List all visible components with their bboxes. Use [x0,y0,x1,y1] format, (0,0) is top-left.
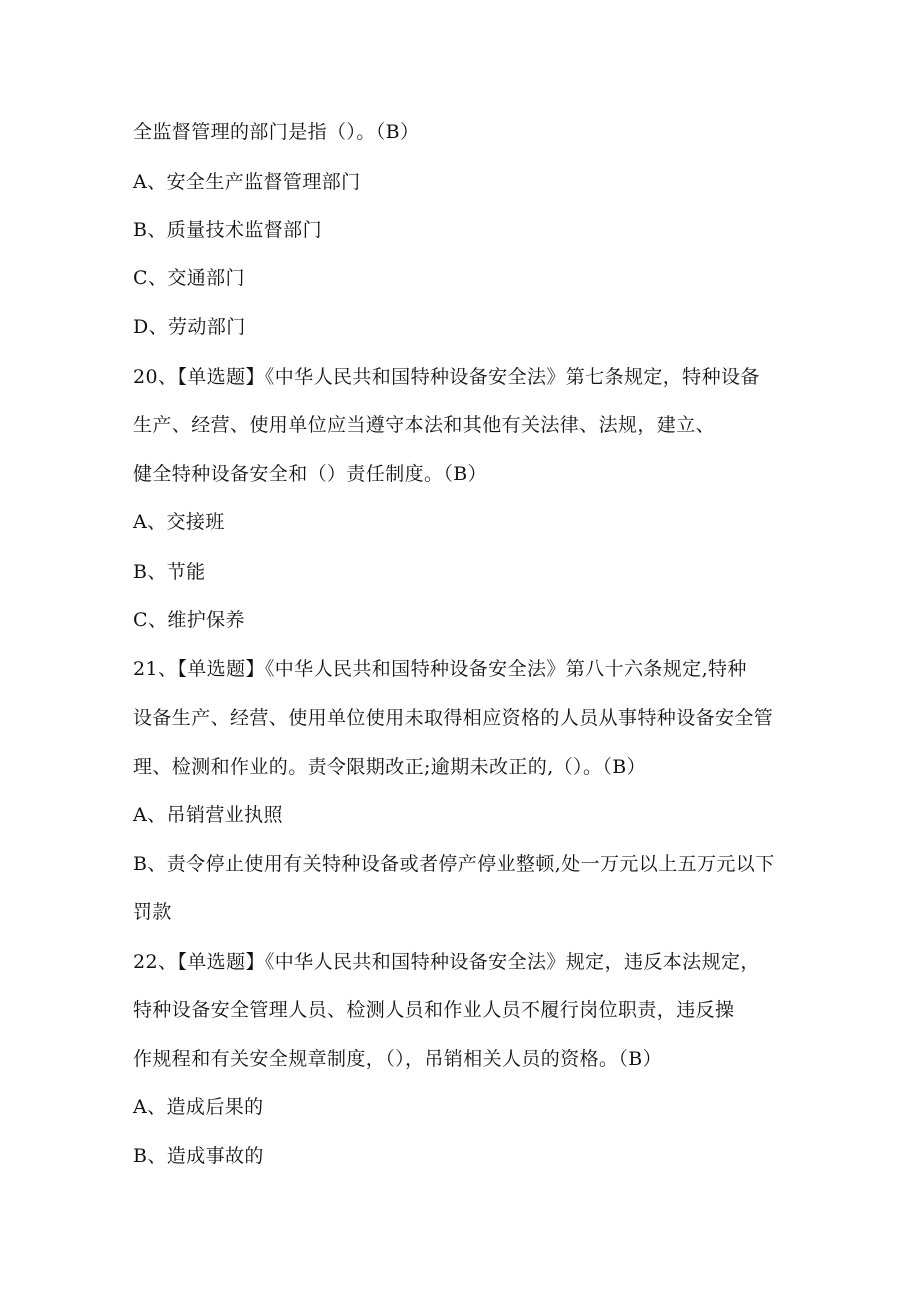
q20-option-c: C、维护保养 [133,609,245,631]
q22-stem-line: 22、【单选题】《中华人民共和国特种设备安全法》规定，违反本法规定， [133,951,760,973]
q22-stem-line: 作规程和有关安全规章制度，（），吊销相关人员的资格。（B） [133,1048,663,1070]
q21-stem-line: 21、【单选题】《中华人民共和国特种设备安全法》第八十六条规定,特种 [133,658,747,680]
q21-stem-line: 理、检测和作业的。责令限期改正;逾期未改正的,（）。（B） [133,756,647,778]
q21-stem-line: 设备生产、经营、使用单位使用未取得相应资格的人员从事特种设备安全管 [133,707,774,729]
q19-option-b: B、质量技术监督部门 [133,219,322,241]
q20-option-a: A、交接班 [133,511,225,533]
q20-stem-line: 健全特种设备安全和（）责任制度。（B） [133,463,488,485]
q22-stem-line: 特种设备安全管理人员、检测人员和作业人员不履行岗位职责，违反操 [133,999,735,1021]
q19-option-c: C、交通部门 [133,267,245,289]
q19-option-a: A、安全生产监督管理部门 [133,171,361,193]
q22-option-a: A、造成后果的 [133,1096,264,1118]
q21-option-b: B、责令停止使用有关特种设备或者停产停业整顿,处一万元以上五万元以下 [133,853,775,875]
q20-stem-line: 生产、经营、使用单位应当遵守本法和其他有关法律、法规，建立、 [133,414,716,436]
q20-option-b: B、节能 [133,561,206,583]
q21-option-b-continued: 罚款 [133,901,172,923]
q19-stem-line: 全监督管理的部门是指（）。（B） [133,121,420,143]
q21-option-a: A、吊销营业执照 [133,804,283,826]
q19-option-d: D、劳动部门 [133,316,246,338]
q22-option-b: B、造成事故的 [133,1145,264,1167]
q20-stem-line: 20、【单选题】《中华人民共和国特种设备安全法》第七条规定，特种设备 [133,366,760,388]
